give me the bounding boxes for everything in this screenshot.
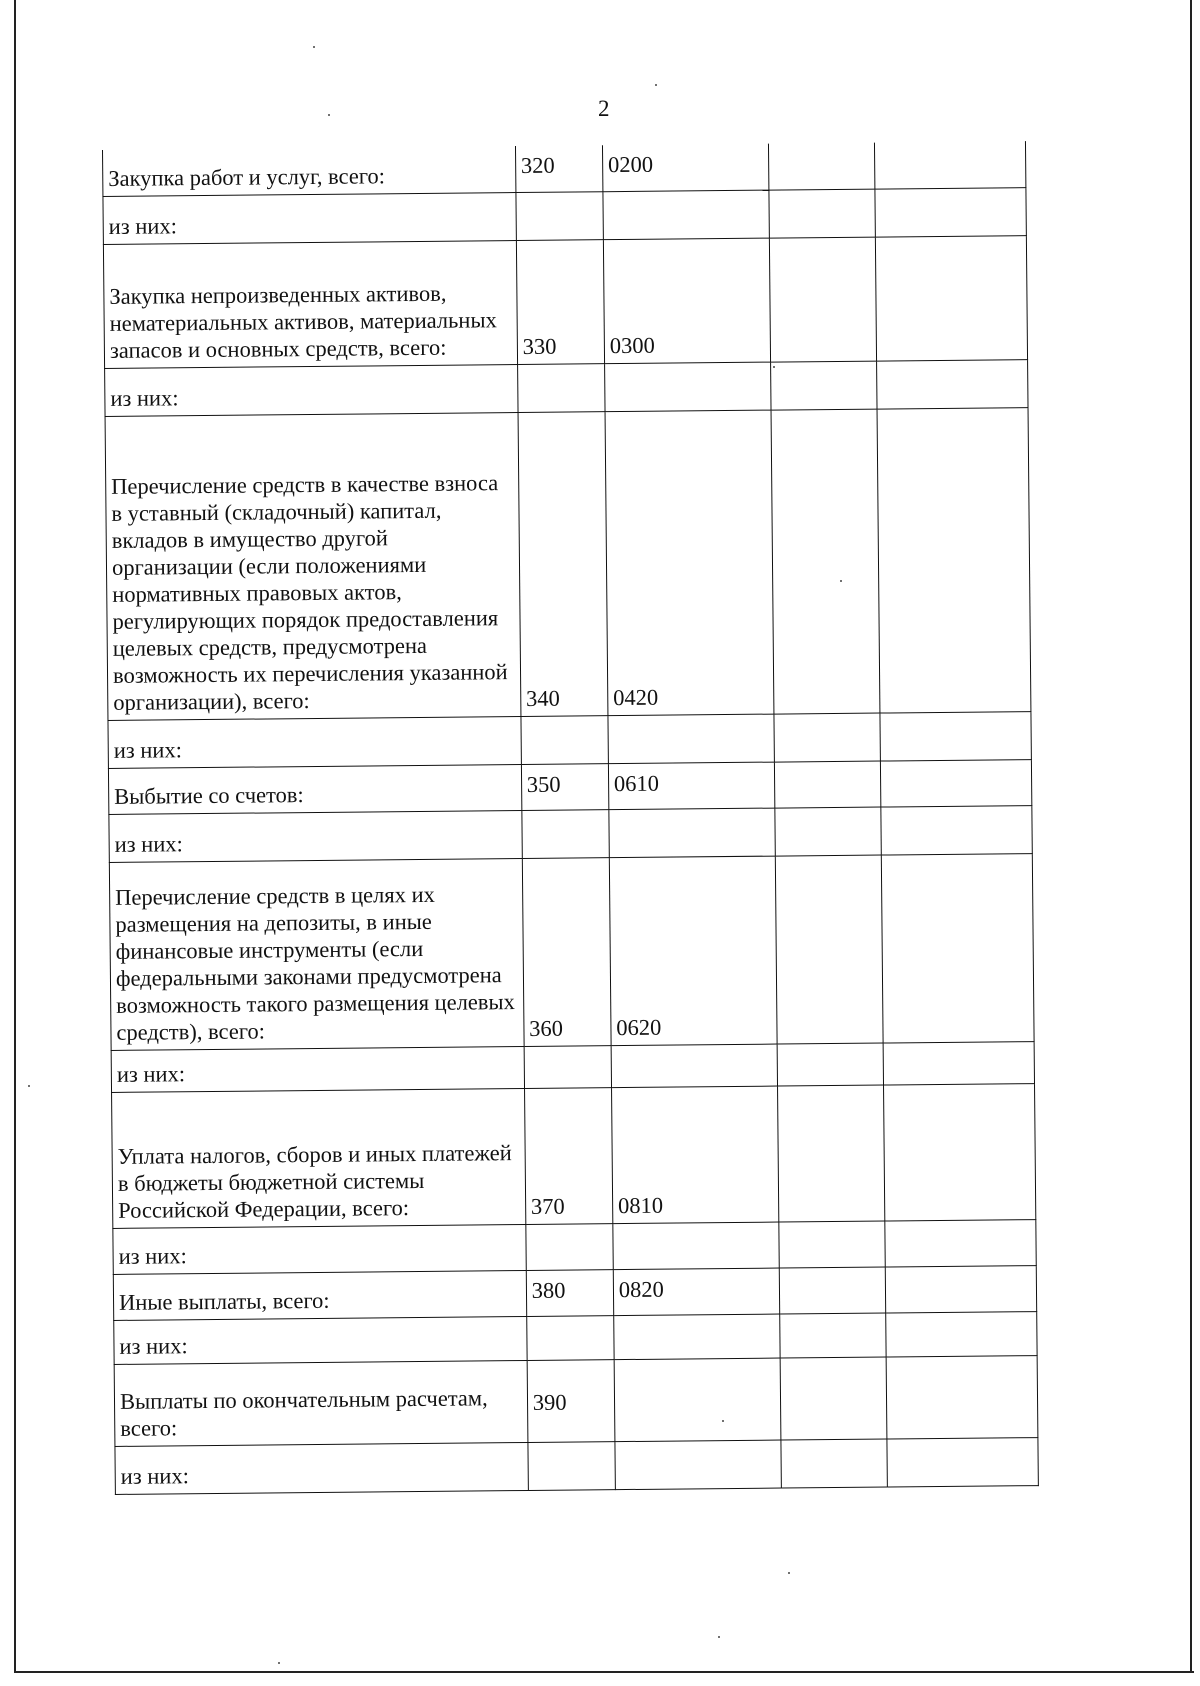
row-kbk: 0620 xyxy=(609,856,777,1046)
row-col5 xyxy=(875,235,1028,360)
row-col5 xyxy=(884,1219,1036,1266)
row-col5 xyxy=(881,853,1034,1042)
row-col4 xyxy=(779,1267,885,1314)
row-name: Перечисление средств в целях их размещения на депозиты, в иные финансовые инструменты (если федеральными законами предусмотрена возможность такого размещения целевых средств), всего: xyxy=(109,858,524,1050)
page-number: 2 xyxy=(598,96,610,121)
row-kbk: 0200 xyxy=(602,144,768,192)
row-code xyxy=(524,1045,612,1088)
row-name: Перечисление средств в качестве взноса в уставный (складочный) капитал, вкладов в имущество другой организации (если положениями нормативных правовых актов, регулирующих порядок предоставления целевых средств, предусмотрена возможность их перечисления указанной организации), всего: xyxy=(105,412,521,720)
row-col4 xyxy=(774,761,880,808)
row-code xyxy=(517,363,605,412)
row-name: из них: xyxy=(108,716,521,768)
row-code: 350 xyxy=(521,763,609,810)
row-name: Уплата налогов, сборов и иных платежей в бюджеты бюджетной системы Российской Федерации, всего: xyxy=(112,1088,526,1228)
row-code: 330 xyxy=(516,239,604,364)
scan-speck xyxy=(788,1572,790,1574)
row-col4 xyxy=(775,807,881,856)
table-row xyxy=(115,1437,1038,1494)
row-kbk xyxy=(603,190,769,240)
row-col4 xyxy=(775,855,883,1044)
row-name: Закупка работ и услуг, всего: xyxy=(102,146,515,196)
row-name: из них: xyxy=(114,1316,527,1364)
row-col5 xyxy=(886,1437,1038,1486)
row-code: 370 xyxy=(524,1087,612,1224)
row-col5 xyxy=(880,759,1032,806)
row-col4 xyxy=(771,409,880,714)
table-row xyxy=(105,407,1031,720)
row-col4 xyxy=(768,143,874,190)
scan-speck xyxy=(840,580,842,582)
row-name: из них: xyxy=(109,810,522,862)
row-col5 xyxy=(879,711,1031,760)
scan-speck xyxy=(722,1420,724,1422)
table-row xyxy=(103,235,1027,368)
row-col5 xyxy=(874,141,1026,188)
row-code: 320 xyxy=(515,145,603,192)
row-col5 xyxy=(885,1265,1037,1312)
row-col4 xyxy=(779,1221,885,1268)
row-col4 xyxy=(774,713,880,762)
row-kbk: 0810 xyxy=(611,1086,778,1224)
table-row xyxy=(109,805,1032,862)
row-col5 xyxy=(883,1041,1035,1084)
row-kbk xyxy=(611,1044,777,1088)
row-kbk: 0610 xyxy=(608,762,774,810)
row-col4 xyxy=(777,1085,884,1222)
row-code: 380 xyxy=(526,1269,614,1316)
row-name: из них: xyxy=(103,192,516,244)
scan-speck xyxy=(28,1085,30,1087)
row-col5 xyxy=(877,407,1031,712)
row-code: 360 xyxy=(522,857,611,1046)
table-row xyxy=(112,1083,1036,1228)
row-code xyxy=(526,1223,614,1270)
row-col5 xyxy=(876,359,1028,408)
scan-speck xyxy=(278,1662,280,1664)
row-col4 xyxy=(780,1357,887,1440)
row-kbk xyxy=(608,714,774,764)
row-kbk xyxy=(614,1314,780,1360)
row-code: 390 xyxy=(527,1359,615,1442)
row-col5 xyxy=(886,1355,1038,1438)
row-code xyxy=(516,191,604,240)
row-kbk: 0420 xyxy=(605,410,774,716)
row-kbk xyxy=(604,362,770,412)
row-name: из них: xyxy=(113,1224,526,1274)
scan-speck xyxy=(773,366,775,368)
row-kbk: 0820 xyxy=(613,1268,779,1316)
payments-table xyxy=(102,141,1039,1494)
row-name: Закупка непроизведенных активов, нематериальных активов, материальных запасов и основных средств, всего: xyxy=(103,240,517,368)
row-code xyxy=(522,809,610,858)
row-col4 xyxy=(770,361,876,410)
row-name: Иные выплаты, всего: xyxy=(113,1270,526,1320)
row-name: Выбытие со счетов: xyxy=(108,764,521,814)
table-row xyxy=(109,853,1034,1050)
row-name: из них: xyxy=(115,1442,528,1494)
row-col5 xyxy=(880,805,1032,854)
row-col4 xyxy=(769,189,875,238)
scan-bottom-edge xyxy=(14,1671,1194,1673)
row-col4 xyxy=(779,1313,885,1358)
row-name: Выплаты по окончательным расчетам, всего: xyxy=(114,1360,528,1446)
scan-right-edge xyxy=(1190,0,1192,1672)
row-code xyxy=(526,1315,614,1360)
row-kbk xyxy=(615,1440,781,1490)
row-kbk xyxy=(609,808,775,858)
row-col4 xyxy=(781,1439,887,1488)
row-code: 340 xyxy=(518,411,608,716)
row-code xyxy=(521,715,609,764)
table-row xyxy=(114,1355,1038,1446)
scan-speck xyxy=(328,114,330,116)
row-kbk xyxy=(613,1222,779,1270)
row-col4 xyxy=(769,237,876,362)
row-name: из них: xyxy=(105,364,518,416)
scan-speck xyxy=(718,1636,720,1638)
row-col5 xyxy=(883,1083,1036,1220)
row-col5 xyxy=(874,187,1026,236)
row-kbk: 0300 xyxy=(603,238,770,364)
scan-speck xyxy=(313,46,315,48)
row-name: из них: xyxy=(111,1046,524,1092)
row-code xyxy=(528,1441,616,1490)
scan-left-edge xyxy=(14,0,16,1672)
row-col5 xyxy=(885,1311,1037,1356)
scan-speck xyxy=(655,84,657,86)
row-col4 xyxy=(777,1043,883,1086)
row-kbk xyxy=(614,1358,781,1442)
